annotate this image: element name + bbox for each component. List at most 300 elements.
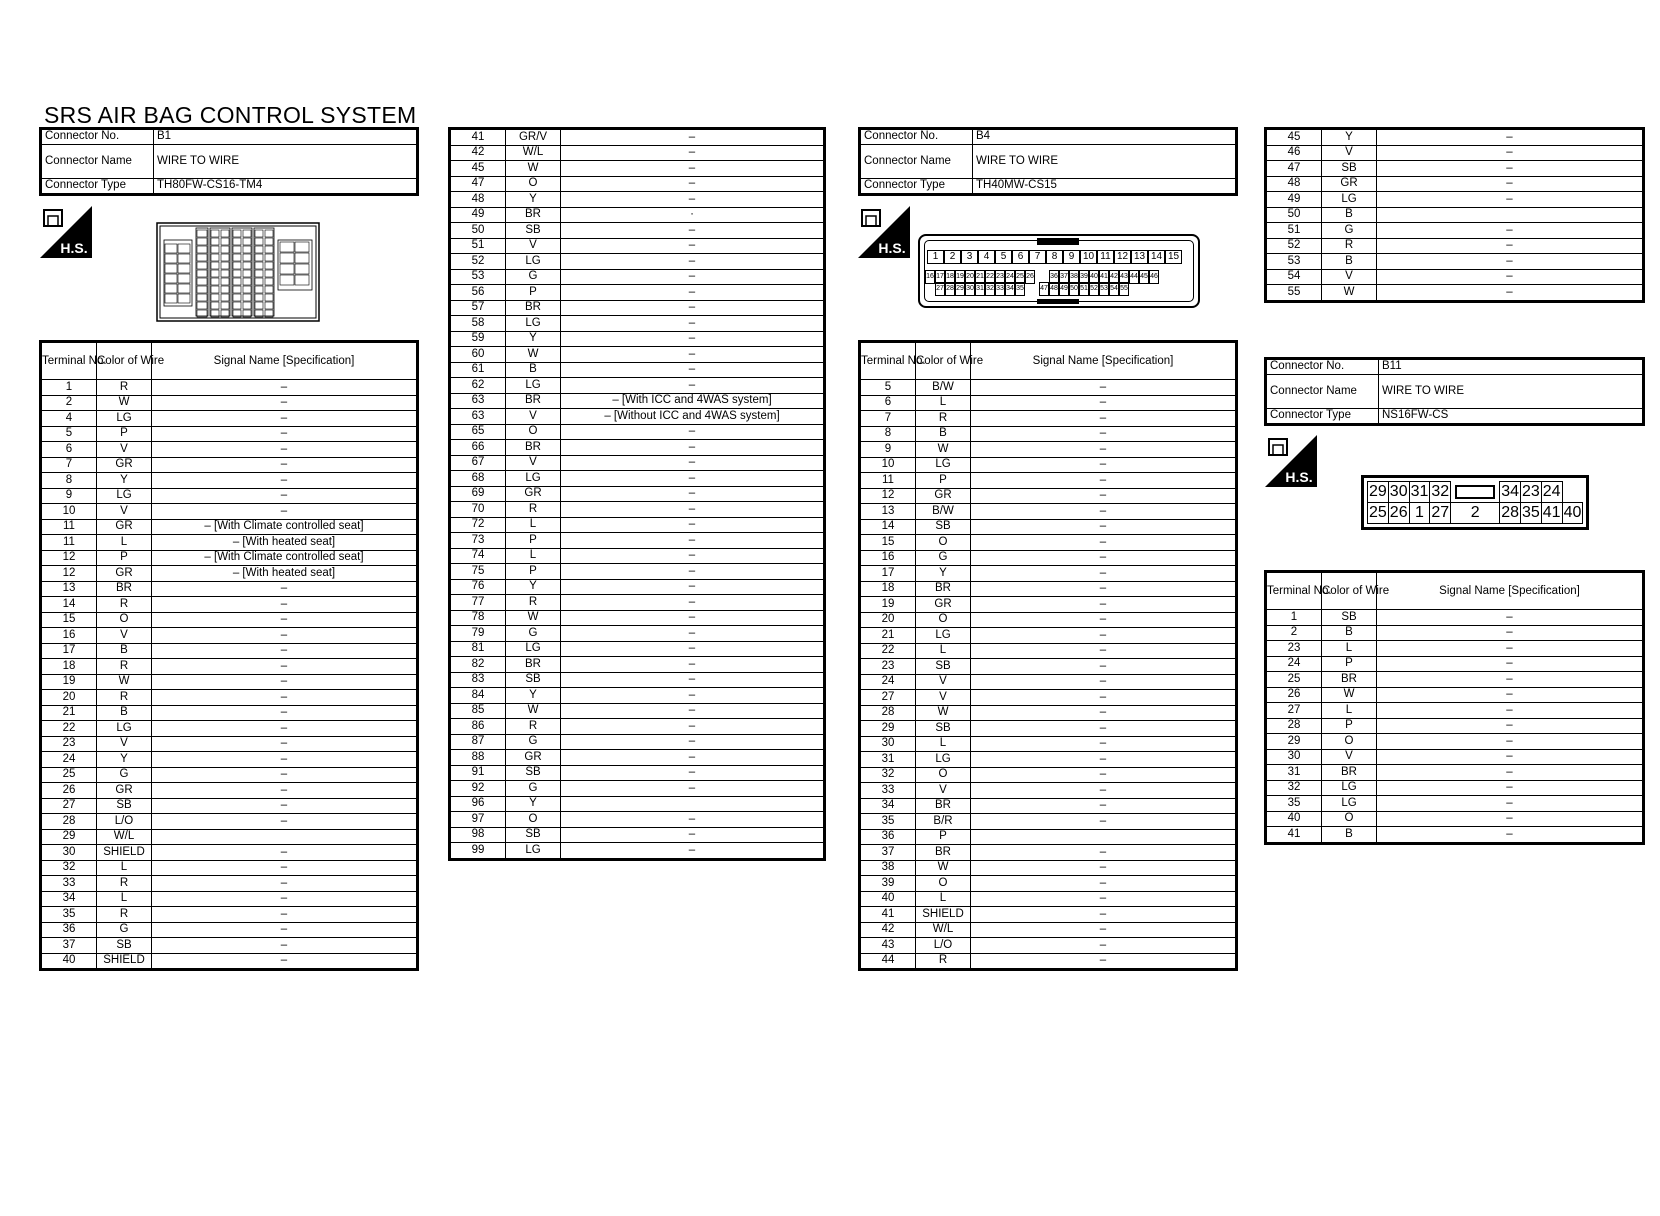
table-row: [450, 486, 825, 502]
wire-color: O: [916, 535, 971, 551]
signal-name: –: [971, 643, 1237, 659]
wire-color: W: [916, 442, 971, 458]
wire-color: V: [97, 504, 152, 520]
b4-pin-cell: 20: [965, 270, 975, 284]
terminal-no: 32: [41, 860, 97, 876]
b4-connector-header: [858, 127, 1238, 196]
signal-name: –: [1377, 129, 1644, 146]
b4-terminal-table-1: [858, 340, 1238, 971]
terminal-no: 17: [41, 643, 97, 659]
table-row: [450, 672, 825, 688]
table-row: [41, 845, 418, 861]
wire-color: W: [916, 705, 971, 721]
terminal-no: 8: [41, 473, 97, 489]
terminal-no: 43: [860, 938, 916, 954]
b4-pin-cell: 49: [1059, 282, 1069, 296]
signal-name: –: [561, 641, 825, 657]
terminal-no: 47: [1266, 161, 1322, 177]
b4-pin-cell: 11: [1097, 250, 1114, 264]
b4-pin-cell: 37: [1059, 270, 1069, 284]
signal-name: –: [971, 550, 1237, 566]
b4-pin-cell: 8: [1046, 250, 1063, 264]
table-row: [860, 426, 1237, 442]
signal-name: –: [152, 736, 418, 752]
b11-terminal-table: [1264, 570, 1645, 845]
signal-name: –: [152, 674, 418, 690]
table-row: [1266, 765, 1644, 781]
signal-name: [971, 829, 1237, 845]
signal-name: –: [1377, 718, 1644, 734]
terminal-no: 99: [450, 843, 506, 860]
b1-connector-type: TH80FW-CS16-TM4: [154, 179, 418, 195]
table-row: [1266, 625, 1644, 641]
b4-pin-cell: 47: [1039, 282, 1049, 296]
b11-connector-header: [1264, 357, 1645, 426]
wire-color: O: [916, 876, 971, 892]
signal-name: –: [561, 827, 825, 843]
signal-name: –: [971, 798, 1237, 814]
terminal-no: 1: [1266, 610, 1322, 626]
b11-pin-cell: 23: [1520, 482, 1541, 503]
wire-color: SB: [506, 827, 561, 843]
terminal-no: 5: [41, 426, 97, 442]
b11-pin-cell: 34: [1500, 482, 1521, 503]
signal-name: –: [561, 502, 825, 518]
wire-color: W: [1322, 285, 1377, 302]
wire-color: Y: [97, 473, 152, 489]
signal-name: –: [561, 440, 825, 456]
b4-pin-cell: 7: [1029, 250, 1046, 264]
b11-pin-cell: 24: [1541, 482, 1562, 503]
wire-color: L: [1322, 641, 1377, 657]
signal-name: –: [971, 845, 1237, 861]
wire-color: R: [1322, 238, 1377, 254]
table-row: [450, 393, 825, 409]
b11-pin-cell: 26: [1388, 503, 1409, 524]
label-connector-type: Connector Type: [1266, 409, 1379, 425]
table-row: [1266, 718, 1644, 734]
terminal-no: 29: [41, 829, 97, 845]
table-row: [1266, 176, 1644, 192]
terminal-no: 20: [41, 690, 97, 706]
wire-color: GR: [1322, 176, 1377, 192]
signal-name: –: [971, 426, 1237, 442]
terminal-no: 31: [1266, 765, 1322, 781]
b4-pin-cell: 16: [925, 270, 935, 284]
b4-pin-cell: 44: [1129, 270, 1139, 284]
col-terminal-no: Terminal No.: [1266, 572, 1322, 610]
signal-name: –: [971, 457, 1237, 473]
signal-name: –: [561, 455, 825, 471]
terminal-no: 66: [450, 440, 506, 456]
signal-name: –: [1377, 161, 1644, 177]
terminal-no: 40: [41, 953, 97, 970]
b4-face-row-top: [927, 250, 1182, 264]
wire-color: G: [506, 781, 561, 797]
signal-name: –: [971, 535, 1237, 551]
wire-color: LG: [916, 457, 971, 473]
table-row: [450, 316, 825, 332]
terminal-no: 28: [41, 814, 97, 830]
table-row: [41, 860, 418, 876]
signal-name: –: [1377, 687, 1644, 703]
terminal-no: 27: [1266, 703, 1322, 719]
signal-name: –: [561, 719, 825, 735]
b4-pin-cell: 52: [1089, 282, 1099, 296]
signal-name: –: [152, 860, 418, 876]
b4-pin-cell: 27: [935, 282, 945, 296]
terminal-no: 16: [41, 628, 97, 644]
table-row: [41, 566, 418, 582]
b4-pin-cell: 45: [1139, 270, 1149, 284]
table-row: [860, 395, 1237, 411]
table-row: [450, 734, 825, 750]
wire-color: L: [97, 535, 152, 551]
label-connector-no: Connector No.: [860, 129, 973, 145]
terminal-no: 6: [860, 395, 916, 411]
wire-color: P: [97, 550, 152, 566]
signal-name: –: [152, 488, 418, 504]
terminal-no: 36: [860, 829, 916, 845]
terminal-no: 52: [1266, 238, 1322, 254]
terminal-no: 13: [860, 504, 916, 520]
wire-color: V: [97, 736, 152, 752]
table-row: [41, 550, 418, 566]
terminal-no: 41: [450, 129, 506, 146]
b11-pin-cell: 1: [1409, 503, 1430, 524]
table-row: [450, 440, 825, 456]
b1-terminal-table-1: [39, 340, 419, 971]
wire-color: SB: [97, 938, 152, 954]
wire-color: SB: [916, 721, 971, 737]
col-terminal-no: Terminal No.: [41, 342, 97, 380]
wire-color: O: [916, 767, 971, 783]
wire-color: R: [97, 659, 152, 675]
table-row: [860, 612, 1237, 628]
wire-color: LG: [1322, 796, 1377, 812]
wire-color: V: [1322, 749, 1377, 765]
terminal-no: 4: [41, 411, 97, 427]
terminal-no: 75: [450, 564, 506, 580]
signal-name: –: [971, 566, 1237, 582]
signal-name: –: [152, 938, 418, 954]
table-row: [450, 781, 825, 797]
signal-name: –: [1377, 796, 1644, 812]
b4-pin-cell: 17: [935, 270, 945, 284]
terminal-no: 58: [450, 316, 506, 332]
table-row: [860, 674, 1237, 690]
terminal-no: 50: [1266, 207, 1322, 223]
terminal-no: 16: [860, 550, 916, 566]
b11-pin-cell: 32: [1430, 482, 1451, 503]
terminal-no: 88: [450, 750, 506, 766]
wire-color: L: [97, 860, 152, 876]
wire-color: W: [506, 161, 561, 177]
wire-color: V: [916, 690, 971, 706]
signal-name: – [With ICC and 4WAS system]: [561, 393, 825, 409]
terminal-no: 7: [860, 411, 916, 427]
signal-name: –: [561, 750, 825, 766]
terminal-no: 5: [860, 380, 916, 396]
terminal-no: 44: [860, 953, 916, 970]
signal-name: –: [1377, 765, 1644, 781]
terminal-no: 11: [41, 535, 97, 551]
terminal-no: 63: [450, 409, 506, 425]
terminal-no: 34: [860, 798, 916, 814]
terminal-no: 70: [450, 502, 506, 518]
wire-color: R: [97, 876, 152, 892]
wire-color: GR: [97, 457, 152, 473]
signal-name: –: [561, 781, 825, 797]
wire-color: B: [916, 426, 971, 442]
wire-color: V: [506, 238, 561, 254]
terminal-no: 42: [450, 145, 506, 161]
b11-pin-cell: 30: [1388, 482, 1409, 503]
wire-color: V: [1322, 145, 1377, 161]
signal-name: –: [152, 721, 418, 737]
wire-color: LG: [506, 471, 561, 487]
b1-connector-header: [39, 127, 419, 196]
terminal-no: 12: [41, 566, 97, 582]
table-row: [1266, 734, 1644, 750]
b4-pin-cell: 41: [1099, 270, 1109, 284]
b4-pin-cell: 18: [945, 270, 955, 284]
signal-name: –: [971, 876, 1237, 892]
terminal-no: 62: [450, 378, 506, 394]
table-row: [41, 876, 418, 892]
wire-color: BR: [506, 440, 561, 456]
terminal-no: 51: [1266, 223, 1322, 239]
signal-name: –: [152, 473, 418, 489]
terminal-no: 12: [41, 550, 97, 566]
table-row: [860, 473, 1237, 489]
table-row: [1266, 827, 1644, 844]
b4-pin-cell: 26: [1025, 270, 1035, 284]
signal-name: –: [152, 783, 418, 799]
signal-name: –: [561, 843, 825, 860]
terminal-no: 14: [860, 519, 916, 535]
terminal-no: 61: [450, 362, 506, 378]
signal-name: –: [561, 238, 825, 254]
signal-name: –: [1377, 269, 1644, 285]
b4-pin-cell: 36: [1049, 270, 1059, 284]
signal-name: –: [1377, 734, 1644, 750]
signal-name: – [With heated seat]: [152, 535, 418, 551]
table-row: [860, 519, 1237, 535]
table-row: [1266, 687, 1644, 703]
wire-color: GR: [506, 750, 561, 766]
b11-pin-cell: [1451, 482, 1500, 503]
b11-pin-cell: 29: [1368, 482, 1389, 503]
terminal-no: 74: [450, 548, 506, 564]
table-row: [41, 922, 418, 938]
signal-name: –: [561, 362, 825, 378]
table-row: [450, 827, 825, 843]
wire-color: Y: [1322, 129, 1377, 146]
terminal-no: 73: [450, 533, 506, 549]
wire-color: LG: [916, 628, 971, 644]
signal-name: –: [971, 721, 1237, 737]
wire-color: SB: [506, 672, 561, 688]
b4-pin-cell: 53: [1099, 282, 1109, 296]
terminal-no: 48: [450, 192, 506, 208]
terminal-no: 68: [450, 471, 506, 487]
hs-badge-label: H.S.: [60, 240, 88, 256]
col-signal-name: Signal Name [Specification]: [152, 342, 418, 380]
table-row: [860, 845, 1237, 861]
signal-name: –: [561, 703, 825, 719]
signal-name: –: [971, 442, 1237, 458]
table-row: [450, 145, 825, 161]
wire-color: Y: [916, 566, 971, 582]
signal-name: – [With heated seat]: [152, 566, 418, 582]
page-title: SRS AIR BAG CONTROL SYSTEM: [44, 102, 417, 128]
col-signal-name: Signal Name [Specification]: [1377, 572, 1644, 610]
wire-color: G: [506, 269, 561, 285]
terminal-no: 41: [1266, 827, 1322, 844]
wire-color: LG: [506, 254, 561, 270]
table-row: [1266, 641, 1644, 657]
wire-color: P: [506, 564, 561, 580]
wire-color: LG: [1322, 192, 1377, 208]
table-row: [860, 938, 1237, 954]
wire-color: B: [506, 362, 561, 378]
table-row: [450, 548, 825, 564]
table-row: [860, 922, 1237, 938]
wire-color: W: [97, 395, 152, 411]
wire-color: B: [1322, 827, 1377, 844]
table-row: [41, 752, 418, 768]
table-row: [450, 843, 825, 860]
wire-color: W: [916, 860, 971, 876]
table-row: [860, 736, 1237, 752]
wire-color: SHIELD: [916, 907, 971, 923]
table-row: [450, 657, 825, 673]
wire-color: Y: [506, 331, 561, 347]
signal-name: –: [152, 457, 418, 473]
table-row: [860, 659, 1237, 675]
wire-color: SHIELD: [97, 845, 152, 861]
b4-pin-cell: 35: [1015, 282, 1025, 296]
signal-name: –: [561, 285, 825, 301]
signal-name: –: [561, 331, 825, 347]
col-signal-name: Signal Name [Specification]: [971, 342, 1237, 380]
terminal-no: 9: [860, 442, 916, 458]
signal-name: –: [561, 765, 825, 781]
terminal-no: 29: [860, 721, 916, 737]
terminal-no: 29: [1266, 734, 1322, 750]
terminal-no: 86: [450, 719, 506, 735]
terminal-no: 87: [450, 734, 506, 750]
wire-color: O: [506, 424, 561, 440]
table-row: [1266, 223, 1644, 239]
hs-connector-icon: [858, 206, 910, 258]
terminal-no: 53: [450, 269, 506, 285]
b4-pin-cell: 3: [961, 250, 978, 264]
table-row: [41, 628, 418, 644]
b4-pin-cell: 29: [955, 282, 965, 296]
table-row: [41, 612, 418, 628]
signal-name: –: [971, 907, 1237, 923]
terminal-no: 96: [450, 796, 506, 812]
terminal-no: 28: [1266, 718, 1322, 734]
wire-color: B/W: [916, 380, 971, 396]
signal-name: –: [971, 938, 1237, 954]
signal-name: –: [152, 922, 418, 938]
terminal-no: 69: [450, 486, 506, 502]
table-row: [860, 829, 1237, 845]
terminal-no: 36: [41, 922, 97, 938]
table-row: [450, 161, 825, 177]
b4-pin-cell: 31: [975, 282, 985, 296]
signal-name: –: [561, 610, 825, 626]
wire-color: BR: [1322, 765, 1377, 781]
table-row: [860, 690, 1237, 706]
wire-color: R: [97, 380, 152, 396]
table-row: [860, 457, 1237, 473]
terminal-no: 35: [41, 907, 97, 923]
b11-pin-cell: 2: [1451, 503, 1500, 524]
table-row: [450, 378, 825, 394]
terminal-no: 50: [450, 223, 506, 239]
b4-pin-cell: 28: [945, 282, 955, 296]
wire-color: G: [1322, 223, 1377, 239]
signal-name: –: [152, 597, 418, 613]
signal-name: –: [971, 597, 1237, 613]
wire-color: R: [506, 719, 561, 735]
table-row: [41, 411, 418, 427]
table-row: [450, 347, 825, 363]
signal-name: –: [971, 628, 1237, 644]
b4-connector-name: WIRE TO WIRE: [973, 145, 1237, 179]
terminal-no: 49: [450, 207, 506, 223]
signal-name: –: [561, 486, 825, 502]
table-row: [41, 426, 418, 442]
table-row: [41, 814, 418, 830]
terminal-no: 31: [860, 752, 916, 768]
table-row: [450, 533, 825, 549]
signal-name: –: [971, 690, 1237, 706]
table-row: [1266, 207, 1644, 223]
wire-color: L: [506, 517, 561, 533]
b4-pin-cell: 54: [1109, 282, 1119, 296]
wire-color: SB: [1322, 610, 1377, 626]
b4-latch-top: [1037, 238, 1079, 245]
terminal-no: 32: [1266, 780, 1322, 796]
signal-name: –: [1377, 672, 1644, 688]
signal-name: –: [1377, 176, 1644, 192]
table-row: [41, 504, 418, 520]
signal-name: –: [971, 860, 1237, 876]
terminal-no: 57: [450, 300, 506, 316]
signal-name: –: [971, 674, 1237, 690]
signal-name: –: [561, 517, 825, 533]
signal-name: –: [971, 488, 1237, 504]
wire-color: L/O: [916, 938, 971, 954]
terminal-no: 19: [860, 597, 916, 613]
table-row: [450, 502, 825, 518]
table-row: [41, 643, 418, 659]
wire-color: GR: [916, 597, 971, 613]
signal-name: –: [561, 471, 825, 487]
terminal-no: 33: [41, 876, 97, 892]
b11-connector-type: NS16FW-CS: [1379, 409, 1644, 425]
b4-pin-cell: 24: [1005, 270, 1015, 284]
table-row: [1266, 192, 1644, 208]
wire-color: B: [1322, 207, 1377, 223]
b11-pin-cell: 41: [1541, 503, 1562, 524]
signal-name: –: [152, 659, 418, 675]
